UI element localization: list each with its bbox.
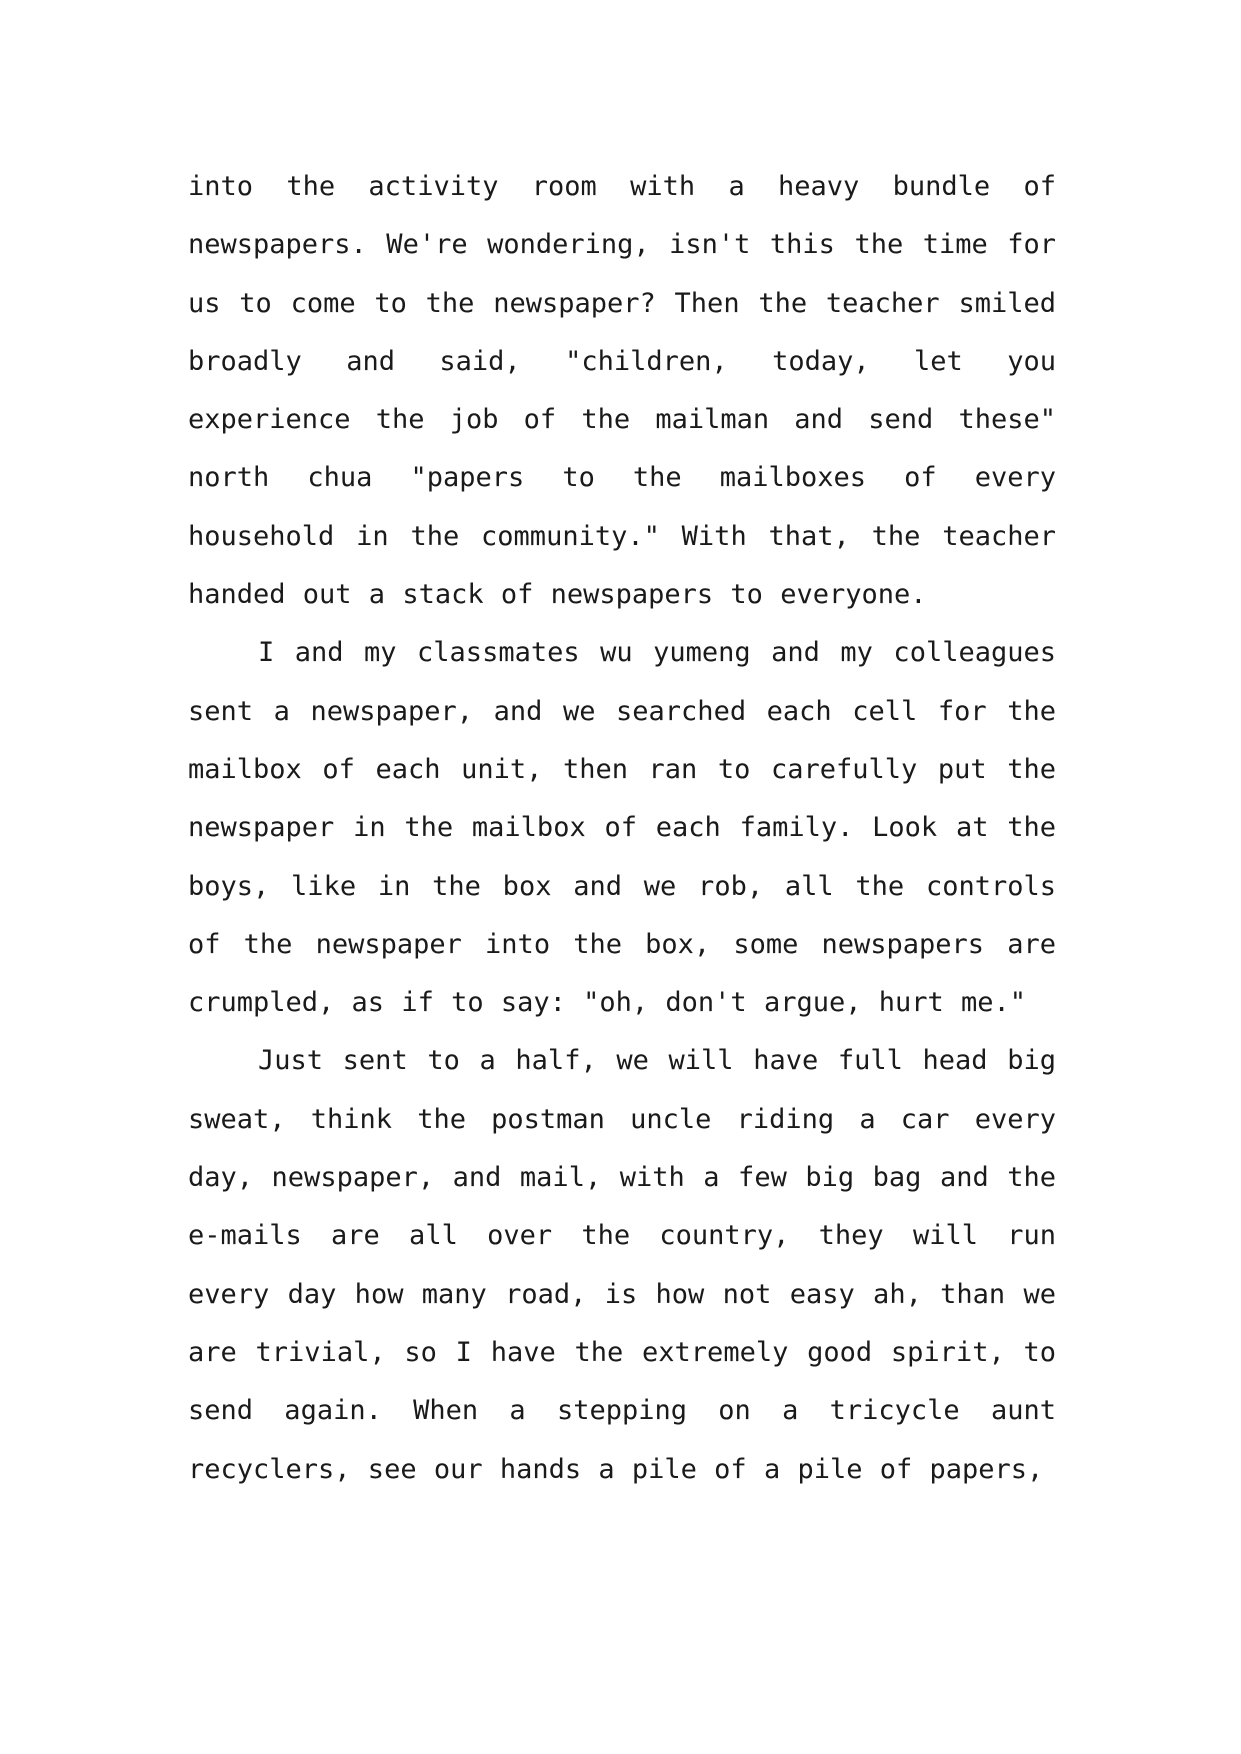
paragraph-3: Just sent to a half, we will have full head big sweat, think the postman uncle riding a car every day, newspaper, and mail, with a few big bag and the e-mails are all over the country, they will run every day how many road, is how not easy ah, than we are trivial, so I have the extremely good spirit, to send again. When a stepping on a tricycle aunt recyclers, see our hands a pile of a pile of papers,	[188, 1045, 1056, 1485]
paragraph-2: I and my classmates wu yumeng and my colleagues sent a newspaper, and we searched each cell for the mailbox of each unit, then ran to carefully put the newspaper in the mailbox of each family. Look at the boys, like in the box and we rob, all the controls of the newspaper into the box, some newspapers are crumpled, as if to say: "oh, don't argue, hurt me."	[188, 637, 1056, 1019]
body-text	[188, 158, 1056, 1499]
paragraph-1: into the activity room with a heavy bundle of newspapers. We're wondering, isn't this the time for us to come to the newspaper? Then the teacher smiled broadly and said, "children, today, let you experience the job of the mailman and send these" north chua "papers to the mailboxes of every household in the community." With that, the teacher handed out a stack of newspapers to everyone.	[188, 171, 1056, 611]
